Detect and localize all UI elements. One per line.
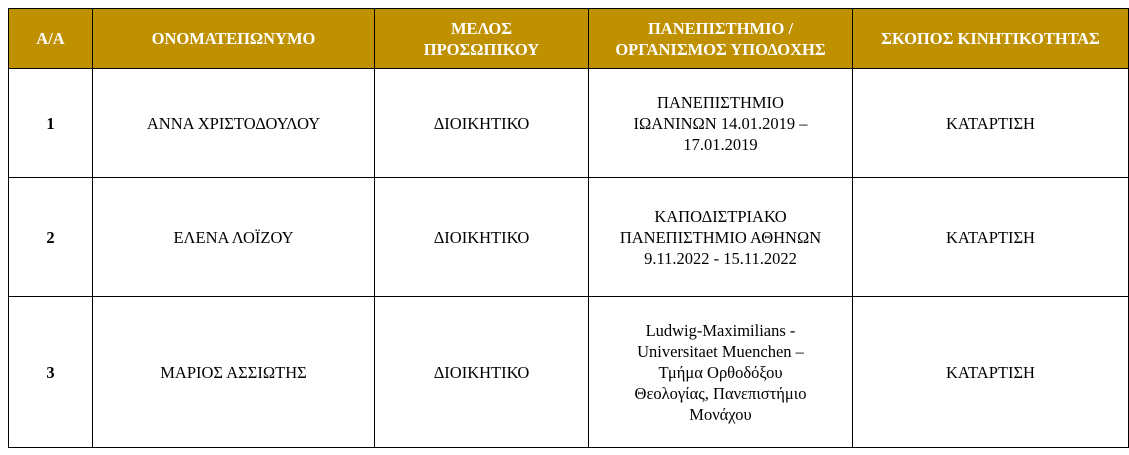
- cell-staff: ΔΙΟΙΚΗΤΙΚΟ: [375, 178, 589, 297]
- mobility-table: [8, 8, 1129, 448]
- header-staff-line-1: ΜΕΛΟΣ: [450, 18, 513, 38]
- cell-host: [589, 69, 853, 178]
- host-line: Universitaet Muenchen –: [637, 341, 804, 361]
- cell-host: [589, 178, 853, 297]
- cell-aa: 3: [9, 297, 93, 448]
- host-line: 17.01.2019: [683, 134, 758, 154]
- cell-host: [589, 297, 853, 448]
- cell-name: ΑΝΝΑ ΧΡΙΣΤΟΔΟΥΛΟΥ: [93, 69, 375, 178]
- host-line: ΚΑΠΟΔΙΣΤΡΙΑΚΟ: [654, 206, 787, 226]
- header-staff-member: [375, 9, 589, 69]
- host-line: ΠΑΝΕΠΙΣΤΗΜΙΟ ΑΘΗΝΩΝ: [619, 227, 822, 247]
- host-line: Ludwig-Maximilians -: [645, 320, 796, 340]
- header-row: [9, 9, 1129, 69]
- header-mobility-purpose: ΣΚΟΠΟΣ ΚΙΝΗΤΙΚΟΤΗΤΑΣ: [853, 9, 1129, 69]
- cell-aa: 2: [9, 178, 93, 297]
- header-aa: Α/Α: [9, 9, 93, 69]
- cell-purpose: ΚΑΤΑΡΤΙΣΗ: [853, 69, 1129, 178]
- header-host-line-1: ΠΑΝΕΠΙΣΤΗΜΙΟ /: [647, 18, 794, 38]
- host-line: Μονάχου: [689, 404, 752, 424]
- cell-purpose: ΚΑΤΑΡΤΙΣΗ: [853, 178, 1129, 297]
- cell-staff: ΔΙΟΙΚΗΤΙΚΟ: [375, 69, 589, 178]
- host-line: Τμήμα Ορθοδόξου: [658, 362, 783, 382]
- cell-name: ΕΛΕΝΑ ΛΟΪΖΟΥ: [93, 178, 375, 297]
- header-host-line-2: ΟΡΓΑΝΙΣΜΟΣ ΥΠΟΔΟΧΗΣ: [615, 39, 826, 59]
- host-line: 9.11.2022 - 15.11.2022: [644, 248, 797, 268]
- host-line: Θεολογίας, Πανεπιστήμιο: [634, 383, 807, 403]
- cell-staff: ΔΙΟΙΚΗΤΙΚΟ: [375, 297, 589, 448]
- cell-purpose: ΚΑΤΑΡΤΙΣΗ: [853, 297, 1129, 448]
- header-name: ΟΝΟΜΑΤΕΠΩΝΥΜΟ: [93, 9, 375, 69]
- host-line: ΠΑΝΕΠΙΣΤΗΜΙΟ: [657, 92, 784, 112]
- table-row: [9, 69, 1129, 178]
- table-row: [9, 297, 1129, 448]
- table-row: [9, 178, 1129, 297]
- cell-name: ΜΑΡΙΟΣ ΑΣΣΙΩΤΗΣ: [93, 297, 375, 448]
- header-host-institution: [589, 9, 853, 69]
- header-staff-line-2: ΠΡΟΣΩΠΙΚΟΥ: [423, 39, 540, 59]
- host-line: ΙΩΑΝΙΝΩΝ 14.01.2019 –: [633, 113, 808, 133]
- cell-aa: 1: [9, 69, 93, 178]
